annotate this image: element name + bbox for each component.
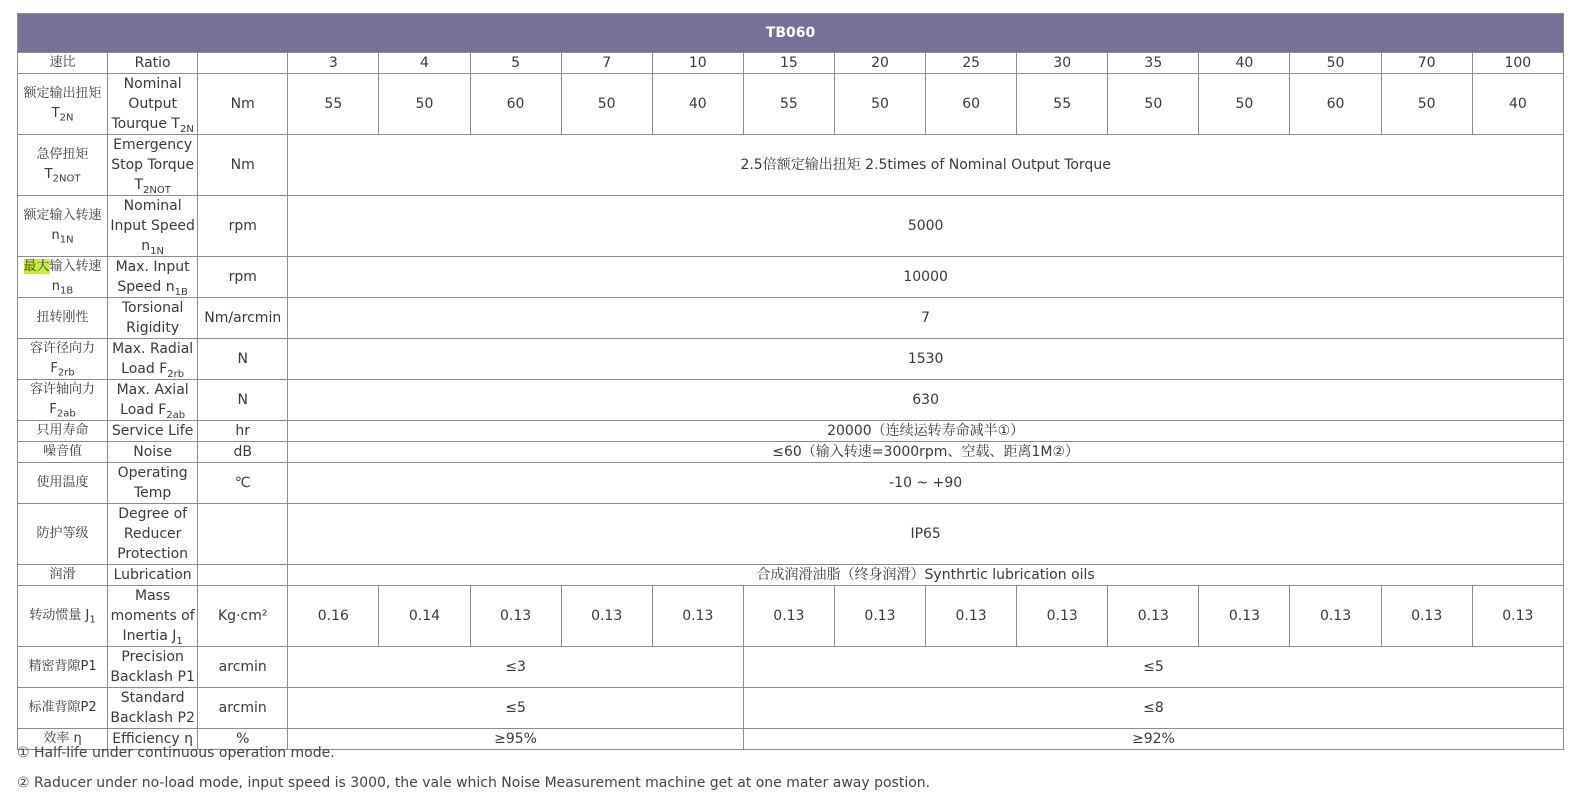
ratio-en: Ratio bbox=[108, 53, 198, 74]
precision-unit: arcmin bbox=[198, 647, 288, 688]
ratio-value: 70 bbox=[1381, 53, 1472, 74]
noise-row bbox=[18, 442, 1564, 463]
emergency-zh: 急停扭矩 $T_{2NOT}$ bbox=[18, 135, 108, 196]
torque-zh: 额定输出扭矩 $T_{2N}$ bbox=[18, 74, 108, 135]
lube-zh: 润滑 bbox=[18, 565, 108, 586]
temp-value: -10 ~ +90 bbox=[288, 463, 1564, 504]
inertia-value: 0.13 bbox=[561, 586, 652, 647]
ratio-value: 15 bbox=[743, 53, 834, 74]
noise-en: Noise bbox=[108, 442, 198, 463]
inertia-value: 0.13 bbox=[1199, 586, 1290, 647]
torque-value: 50 bbox=[1108, 74, 1199, 135]
temp-unit: ℃ bbox=[198, 463, 288, 504]
axial-value: 630 bbox=[288, 380, 1564, 421]
torque-value: 40 bbox=[1472, 74, 1563, 135]
inertia-value: 0.16 bbox=[288, 586, 379, 647]
inertia-value: 0.13 bbox=[743, 586, 834, 647]
inertia-value: 0.13 bbox=[652, 586, 743, 647]
life-unit: hr bbox=[198, 421, 288, 442]
temp-en: Operating Temp bbox=[108, 463, 198, 504]
lube-en: Lubrication bbox=[108, 565, 198, 586]
torque-en: Nominal Output Tourque $T_{2N}$ bbox=[108, 74, 198, 135]
emergency-unit: Nm bbox=[198, 135, 288, 196]
life-row bbox=[18, 421, 1564, 442]
input-speed-en: Nominal Input Speed $n_{1N}$ bbox=[108, 196, 198, 257]
precision-en: Precision Backlash P1 bbox=[108, 647, 198, 688]
title-row bbox=[18, 14, 1564, 53]
efficiency-zh: 效率 η bbox=[18, 729, 108, 750]
torque-value: 55 bbox=[743, 74, 834, 135]
ratio-unit bbox=[198, 53, 288, 74]
ratio-value: 35 bbox=[1108, 53, 1199, 74]
torque-unit: Nm bbox=[198, 74, 288, 135]
ratio-value: 50 bbox=[1290, 53, 1381, 74]
radial-row bbox=[18, 339, 1564, 380]
axial-unit: N bbox=[198, 380, 288, 421]
ratio-value: 100 bbox=[1472, 53, 1563, 74]
input-speed-row bbox=[18, 196, 1564, 257]
ratio-value: 5 bbox=[470, 53, 561, 74]
precision-value-low: ≤3 bbox=[288, 647, 744, 688]
standard-value-low: ≤5 bbox=[288, 688, 744, 729]
protection-zh: 防护等级 bbox=[18, 504, 108, 565]
inertia-zh: 转动惯量 $J_1$ bbox=[18, 586, 108, 647]
torque-value: 40 bbox=[652, 74, 743, 135]
torque-value: 50 bbox=[1199, 74, 1290, 135]
inertia-value: 0.13 bbox=[1108, 586, 1199, 647]
ratio-value: 7 bbox=[561, 53, 652, 74]
torque-value: 50 bbox=[379, 74, 470, 135]
standard-zh: 标准背隙P2 bbox=[18, 688, 108, 729]
max-speed-en: Max. Input Speed $n_{1B}$ bbox=[108, 257, 198, 298]
max-speed-zh: 最大输入转速 $n_{1B}$ bbox=[18, 257, 108, 298]
inertia-en: Mass moments of Inertia $J_1$ bbox=[108, 586, 198, 647]
torque-value: 60 bbox=[470, 74, 561, 135]
noise-unit: dB bbox=[198, 442, 288, 463]
radial-unit: N bbox=[198, 339, 288, 380]
inertia-value: 0.13 bbox=[1290, 586, 1381, 647]
precision-zh: 精密背隙P1 bbox=[18, 647, 108, 688]
ratio-value: 10 bbox=[652, 53, 743, 74]
inertia-value: 0.13 bbox=[1017, 586, 1108, 647]
inertia-value: 0.13 bbox=[926, 586, 1017, 647]
torque-value: 50 bbox=[561, 74, 652, 135]
emergency-en: Emergency Stop Torque $T_{2NOT}$ bbox=[108, 135, 198, 196]
ratio-zh: 速比 bbox=[18, 53, 108, 74]
torque-value: 60 bbox=[926, 74, 1017, 135]
table-title: TB060 bbox=[18, 14, 1564, 53]
life-value: 20000（连续运转寿命减半①） bbox=[288, 421, 1564, 442]
temp-row bbox=[18, 463, 1564, 504]
inertia-value: 0.14 bbox=[379, 586, 470, 647]
torque-row bbox=[18, 74, 1564, 135]
spec-table bbox=[17, 13, 1564, 750]
max-speed-row bbox=[18, 257, 1564, 298]
ratio-value: 20 bbox=[834, 53, 925, 74]
emergency-value: 2.5倍额定输出扭矩 2.5times of Nominal Output Torque bbox=[288, 135, 1564, 196]
footnote: ② Raducer under no-load mode, input speed is 3000, the vale which Noise Measurement machine get at one mater away postion. bbox=[17, 775, 931, 791]
torque-value: 50 bbox=[1381, 74, 1472, 135]
ratio-value: 3 bbox=[288, 53, 379, 74]
axial-en: Max. Axial Load $F_{2ab}$ bbox=[108, 380, 198, 421]
max-speed-value: 10000 bbox=[288, 257, 1564, 298]
rigidity-unit: Nm/arcmin bbox=[198, 298, 288, 339]
axial-row bbox=[18, 380, 1564, 421]
lube-value: 合成润滑油脂（终身润滑）Synthrtic lubrication oils bbox=[288, 565, 1564, 586]
max-speed-unit: rpm bbox=[198, 257, 288, 298]
efficiency-value-low: ≥95% bbox=[288, 729, 744, 750]
standard-en: Standard Backlash P2 bbox=[108, 688, 198, 729]
temp-zh: 使用温度 bbox=[18, 463, 108, 504]
radial-value: 1530 bbox=[288, 339, 1564, 380]
precision-row bbox=[18, 647, 1564, 688]
life-en: Service Life bbox=[108, 421, 198, 442]
ratio-value: 4 bbox=[379, 53, 470, 74]
torque-value: 50 bbox=[834, 74, 925, 135]
torque-value: 60 bbox=[1290, 74, 1381, 135]
efficiency-en: Efficiency η bbox=[108, 729, 198, 750]
rigidity-en: Torsional Rigidity bbox=[108, 298, 198, 339]
protection-row bbox=[18, 504, 1564, 565]
standard-row bbox=[18, 688, 1564, 729]
precision-value-high: ≤5 bbox=[743, 647, 1563, 688]
efficiency-unit: % bbox=[198, 729, 288, 750]
inertia-value: 0.13 bbox=[470, 586, 561, 647]
noise-value: ≤60（输入转速=3000rpm、空载、距离1M②） bbox=[288, 442, 1564, 463]
rigidity-row bbox=[18, 298, 1564, 339]
efficiency-value-high: ≥92% bbox=[743, 729, 1563, 750]
input-speed-value: 5000 bbox=[288, 196, 1564, 257]
lube-row bbox=[18, 565, 1564, 586]
rigidity-zh: 扭转刚性 bbox=[18, 298, 108, 339]
standard-value-high: ≤8 bbox=[743, 688, 1563, 729]
torque-value: 55 bbox=[288, 74, 379, 135]
protection-value: IP65 bbox=[288, 504, 1564, 565]
inertia-unit: Kg·cm² bbox=[198, 586, 288, 647]
torque-value: 55 bbox=[1017, 74, 1108, 135]
axial-zh: 容许轴向力 $F_{2ab}$ bbox=[18, 380, 108, 421]
inertia-value: 0.13 bbox=[834, 586, 925, 647]
emergency-row bbox=[18, 135, 1564, 196]
ratio-value: 30 bbox=[1017, 53, 1108, 74]
input-speed-zh: 额定输入转速 $n_{1N}$ bbox=[18, 196, 108, 257]
ratio-value: 40 bbox=[1199, 53, 1290, 74]
input-speed-unit: rpm bbox=[198, 196, 288, 257]
inertia-value: 0.13 bbox=[1472, 586, 1563, 647]
rigidity-value: 7 bbox=[288, 298, 1564, 339]
protection-en: Degree of Reducer Protection bbox=[108, 504, 198, 565]
lube-unit bbox=[198, 565, 288, 586]
radial-zh: 容许径向力 $F_{2rb}$ bbox=[18, 339, 108, 380]
ratio-value: 25 bbox=[926, 53, 1017, 74]
inertia-row bbox=[18, 586, 1564, 647]
highlight-mark: 最大 bbox=[23, 259, 50, 274]
noise-zh: 噪音值 bbox=[18, 442, 108, 463]
standard-unit: arcmin bbox=[198, 688, 288, 729]
radial-en: Max. Radial Load $F_{2rb}$ bbox=[108, 339, 198, 380]
footnote: ① Half-life under continuous operation mode. bbox=[17, 745, 335, 761]
ratio-row bbox=[18, 53, 1564, 74]
inertia-value: 0.13 bbox=[1381, 586, 1472, 647]
protection-unit bbox=[198, 504, 288, 565]
life-zh: 只用寿命 bbox=[18, 421, 108, 442]
